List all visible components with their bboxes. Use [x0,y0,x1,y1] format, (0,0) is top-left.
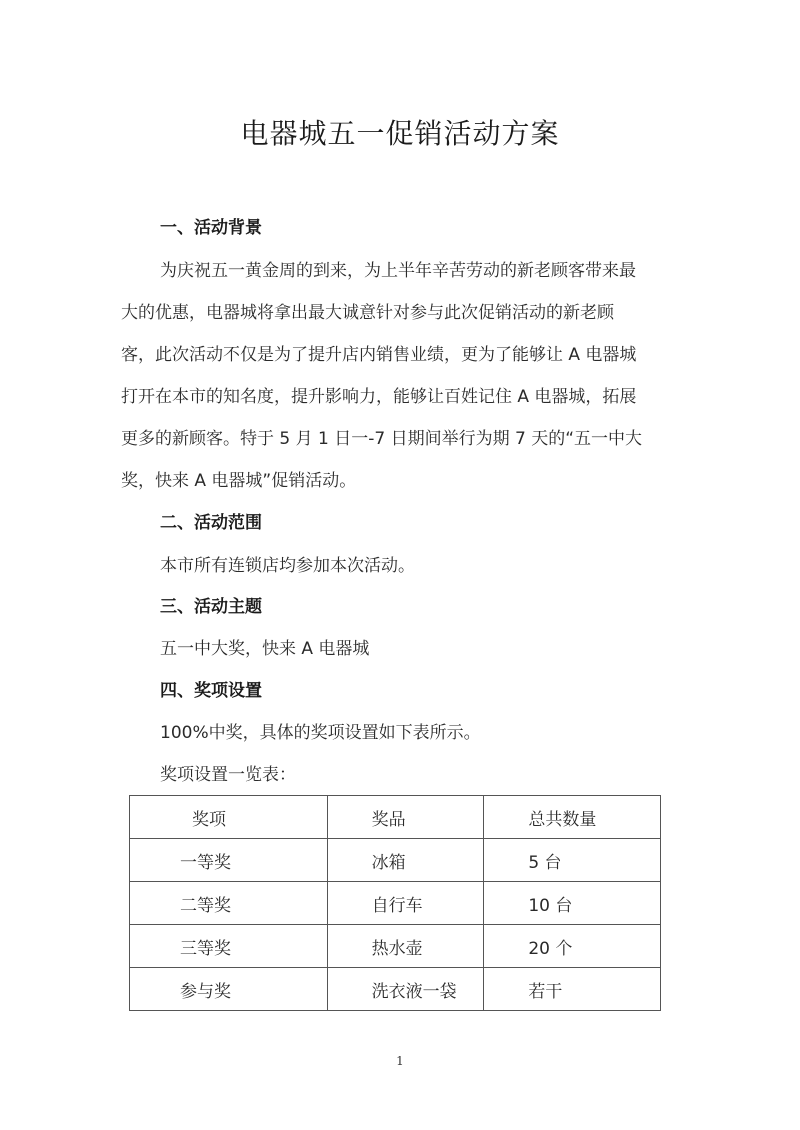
document-title: 电器城五一促销活动方案 [240,117,560,150]
table-cell: 参与奖 [130,968,328,1011]
scope-text: 本市所有连锁店均参加本次活动。 [160,556,415,576]
table-row [130,968,661,1011]
table-row [130,839,661,882]
table-cell: 一等奖 [130,839,328,882]
table-cell: 20 个 [484,925,661,968]
theme-text: 五一中大奖，快来 A 电器城 [160,639,370,659]
page-number: 1 [396,1054,404,1068]
table-header-cell: 总共数量 [484,796,661,839]
table-caption: 奖项设置一览表： [160,765,296,785]
paragraph-line: 打开在本市的知名度，提升影响力，能够让百姓记住 A 电器城，拓展 [121,387,637,407]
table-cell: 10 台 [484,882,661,925]
table-cell: 洗衣液一袋 [327,968,484,1011]
table-header-row [130,796,661,839]
table-cell: 冰箱 [327,839,484,882]
table-cell: 自行车 [327,882,484,925]
table-cell: 5 台 [484,839,661,882]
section-heading-background: 一、活动背景 [160,218,262,238]
table-cell: 二等奖 [130,882,328,925]
paragraph-line: 奖，快来 A 电器城”促销活动。 [121,471,357,491]
table-header-cell: 奖项 [130,796,328,839]
paragraph-line: 更多的新顾客。特于 5 月 1 日一-7 日期间举行为期 7 天的“五一中大 [121,429,643,449]
paragraph-line: 为庆祝五一黄金周的到来，为上半年辛苦劳动的新老顾客带来最 [160,261,636,281]
table-header-cell: 奖品 [327,796,484,839]
paragraph-line: 客，此次活动不仅是为了提升店内销售业绩，更为了能够让 A 电器城 [121,345,637,365]
table-cell: 若干 [484,968,661,1011]
paragraph-line: 大的优惠，电器城将拿出最大诚意针对参与此次促销活动的新老顾 [121,303,614,323]
prize-table [129,795,661,1011]
table-cell: 三等奖 [130,925,328,968]
section-heading-scope: 二、活动范围 [160,513,262,533]
section-heading-theme: 三、活动主题 [160,597,262,617]
table-cell: 热水壶 [327,925,484,968]
section-heading-prizes: 四、奖项设置 [160,681,262,701]
prizes-intro: 100%中奖，具体的奖项设置如下表所示。 [160,723,481,743]
table-row [130,882,661,925]
table-row [130,925,661,968]
